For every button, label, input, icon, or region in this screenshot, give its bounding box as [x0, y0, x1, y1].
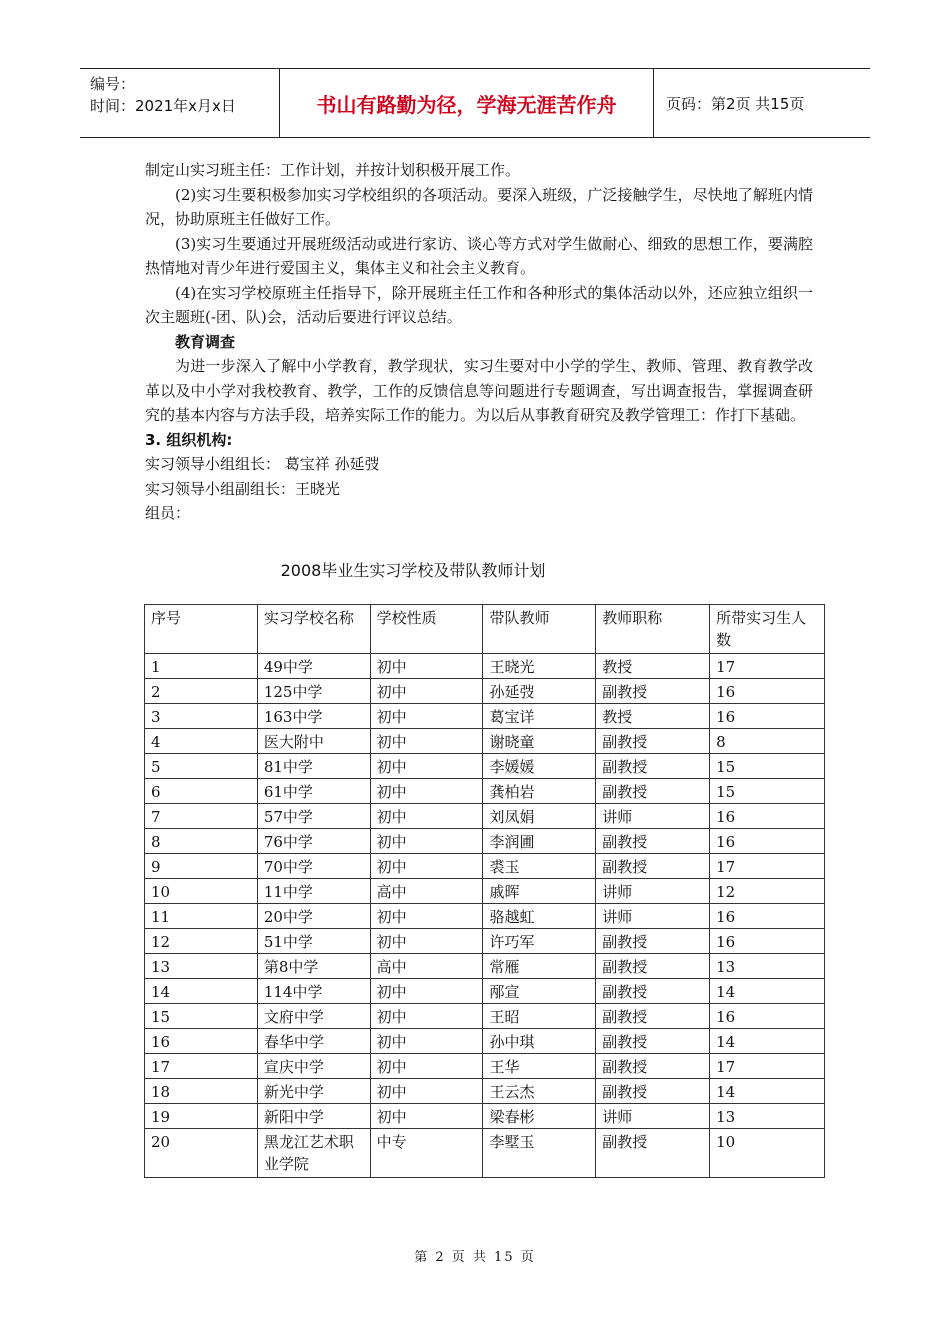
cell-count: 16	[710, 679, 825, 704]
table-row	[145, 1129, 825, 1178]
header-cell: 序号	[145, 605, 258, 654]
cell-title: 讲师	[596, 879, 710, 904]
cell-teacher: 戚晖	[483, 879, 596, 904]
table-row	[145, 1029, 825, 1054]
cell-count: 16	[710, 829, 825, 854]
cell-title: 教授	[596, 654, 710, 679]
cell-teacher: 王晓光	[483, 654, 596, 679]
cell-school: 春华中学	[257, 1029, 370, 1054]
cell-index: 3	[145, 704, 258, 729]
table-row	[145, 854, 825, 879]
table-row	[145, 704, 825, 729]
header-cell: 学校性质	[370, 605, 483, 654]
cell-title: 副教授	[596, 1079, 710, 1104]
survey-paragraph: 为进一步深入了解中小学教育，教学现状，实习生要对中小学的学生、教师、管理、教育教学改革以及中小学对我校教育、教学，工作的反馈信息等问题进行专题调查，写出调查报告，掌握调查研究的基本内容与方法手段，培养实际工作的能力。为以后从事教育研究及教学管理工：作打下基础。	[145, 357, 813, 424]
cell-school: 文府中学	[257, 1004, 370, 1029]
cell-school: 宣庆中学	[257, 1054, 370, 1079]
header-cell: 带队教师	[483, 605, 596, 654]
cell-count: 13	[710, 954, 825, 979]
cell-index: 18	[145, 1079, 258, 1104]
cell-school: 新阳中学	[257, 1104, 370, 1129]
cell-type: 初中	[370, 679, 483, 704]
cell-teacher: 李媛媛	[483, 754, 596, 779]
cell-count: 14	[710, 979, 825, 1004]
cell-count: 8	[710, 729, 825, 754]
header-cell: 实习学校名称	[257, 605, 370, 654]
cell-index: 13	[145, 954, 258, 979]
table-row	[145, 979, 825, 1004]
section-heading: 教育调查	[175, 332, 236, 351]
cell-school: 新光中学	[257, 1079, 370, 1104]
cell-title: 副教授	[596, 854, 710, 879]
cell-title: 副教授	[596, 779, 710, 804]
cell-index: 9	[145, 854, 258, 879]
cell-type: 初中	[370, 1104, 483, 1129]
cell-index: 4	[145, 729, 258, 754]
cell-count: 17	[710, 654, 825, 679]
cell-school: 114中学	[257, 979, 370, 1004]
cell-count: 14	[710, 1029, 825, 1054]
cell-count: 17	[710, 854, 825, 879]
cell-teacher: 王云杰	[483, 1079, 596, 1104]
table-row	[145, 879, 825, 904]
cell-school: 11中学	[257, 879, 370, 904]
table-row	[145, 829, 825, 854]
cell-type: 初中	[370, 829, 483, 854]
cell-title: 教授	[596, 704, 710, 729]
cell-teacher: 龚柏岩	[483, 779, 596, 804]
page-footer: 第 2 页 共 15 页	[414, 1250, 536, 1265]
cell-teacher: 孙中琪	[483, 1029, 596, 1054]
internship-plan-table	[144, 604, 825, 1178]
cell-teacher: 李墅玉	[483, 1129, 596, 1178]
cell-index: 19	[145, 1104, 258, 1129]
document-number-label: 编号：	[90, 75, 136, 93]
header-page-number: 页码：第2页 共15页	[666, 94, 805, 113]
cell-teacher: 邴宣	[483, 979, 596, 1004]
cell-count: 16	[710, 1004, 825, 1029]
cell-teacher: 常雁	[483, 954, 596, 979]
cell-teacher: 葛宝详	[483, 704, 596, 729]
cell-index: 11	[145, 904, 258, 929]
cell-teacher: 刘凤娟	[483, 804, 596, 829]
cell-title: 副教授	[596, 1004, 710, 1029]
table-row	[145, 729, 825, 754]
cell-index: 20	[145, 1129, 258, 1178]
cell-index: 17	[145, 1054, 258, 1079]
header-cell: 教师职称	[596, 605, 710, 654]
cell-count: 16	[710, 929, 825, 954]
cell-count: 10	[710, 1129, 825, 1178]
cell-type: 初中	[370, 1079, 483, 1104]
cell-title: 讲师	[596, 804, 710, 829]
cell-index: 15	[145, 1004, 258, 1029]
cell-type: 初中	[370, 979, 483, 1004]
cell-teacher: 孙延弢	[483, 679, 596, 704]
cell-count: 15	[710, 754, 825, 779]
cell-type: 高中	[370, 879, 483, 904]
header-motto: 书山有路勤为径，学海无涯苦作舟	[280, 69, 654, 137]
table-row	[145, 1004, 825, 1029]
cell-title: 副教授	[596, 1029, 710, 1054]
cell-type: 高中	[370, 954, 483, 979]
members-line: 组员：	[145, 504, 191, 522]
table-row	[145, 679, 825, 704]
cell-index: 1	[145, 654, 258, 679]
header-meta	[80, 69, 280, 137]
table-body	[145, 605, 825, 1178]
table-row	[145, 904, 825, 929]
table-row	[145, 954, 825, 979]
cell-school: 医大附中	[257, 729, 370, 754]
cell-type: 初中	[370, 929, 483, 954]
document-date-label: 时间：2021年x月x日	[90, 97, 236, 115]
cell-title: 副教授	[596, 1129, 710, 1178]
cell-school: 黑龙江艺术职业学院	[257, 1129, 370, 1178]
cell-index: 2	[145, 679, 258, 704]
cell-title: 副教授	[596, 929, 710, 954]
document-body	[145, 158, 813, 526]
cell-count: 12	[710, 879, 825, 904]
cell-count: 14	[710, 1079, 825, 1104]
cell-school: 76中学	[257, 829, 370, 854]
deputy-leader-line: 实习领导小组副组长：王晓光	[145, 479, 341, 498]
cell-index: 7	[145, 804, 258, 829]
org-heading: 3. 组织机构:	[145, 430, 233, 449]
cell-school: 125中学	[257, 679, 370, 704]
cell-school: 57中学	[257, 804, 370, 829]
cell-index: 6	[145, 779, 258, 804]
cell-count: 17	[710, 1054, 825, 1079]
table-title: 2008毕业生实习学校及带队教师计划	[280, 561, 546, 580]
header-cell: 所带实习生人数	[710, 605, 825, 654]
cell-type: 初中	[370, 1054, 483, 1079]
cell-index: 14	[145, 979, 258, 1004]
cell-teacher: 骆越虹	[483, 904, 596, 929]
cell-teacher: 王华	[483, 1054, 596, 1079]
cell-count: 16	[710, 704, 825, 729]
cell-type: 初中	[370, 1029, 483, 1054]
cell-type: 初中	[370, 854, 483, 879]
table-row	[145, 754, 825, 779]
leader-line: 实习领导小组组长： 葛宝祥 孙延弢	[145, 455, 380, 473]
cell-title: 副教授	[596, 954, 710, 979]
cell-type: 初中	[370, 1004, 483, 1029]
cell-title: 副教授	[596, 979, 710, 1004]
cell-school: 第8中学	[257, 954, 370, 979]
cell-count: 13	[710, 1104, 825, 1129]
cell-teacher: 许巧军	[483, 929, 596, 954]
cell-school: 163中学	[257, 704, 370, 729]
cell-index: 12	[145, 929, 258, 954]
table-row	[145, 929, 825, 954]
cell-school: 61中学	[257, 779, 370, 804]
cell-type: 初中	[370, 904, 483, 929]
table-row	[145, 1054, 825, 1079]
cell-type: 初中	[370, 654, 483, 679]
cell-school: 51中学	[257, 929, 370, 954]
cell-index: 16	[145, 1029, 258, 1054]
cell-teacher: 谢晓童	[483, 729, 596, 754]
table-header-row	[145, 605, 825, 654]
table-row	[145, 1104, 825, 1129]
cell-title: 讲师	[596, 904, 710, 929]
cell-title: 副教授	[596, 729, 710, 754]
cell-school: 20中学	[257, 904, 370, 929]
table-row	[145, 654, 825, 679]
cell-type: 中专	[370, 1129, 483, 1178]
cell-teacher: 裘玉	[483, 854, 596, 879]
cell-school: 49中学	[257, 654, 370, 679]
body-paragraph: (3)实习生要通过开展班级活动或进行家访、谈心等方式对学生做耐心、细致的思想工作，要满腔热情地对青少年进行爱国主义，集体主义和社会主义教育。	[145, 234, 813, 277]
cell-count: 16	[710, 804, 825, 829]
table-row	[145, 779, 825, 804]
cell-type: 初中	[370, 779, 483, 804]
cell-title: 副教授	[596, 754, 710, 779]
table-row	[145, 1079, 825, 1104]
body-paragraph: (2)实习生要积极参加实习学校组织的各项活动。要深入班级，广泛接触学生，尽快地了解班内情况，协助原班主任做好工作。	[145, 185, 813, 228]
table-row	[145, 804, 825, 829]
cell-type: 初中	[370, 754, 483, 779]
cell-title: 副教授	[596, 829, 710, 854]
cell-count: 16	[710, 904, 825, 929]
cell-index: 10	[145, 879, 258, 904]
cell-title: 副教授	[596, 1054, 710, 1079]
cell-index: 5	[145, 754, 258, 779]
cell-school: 70中学	[257, 854, 370, 879]
cell-count: 15	[710, 779, 825, 804]
cell-title: 讲师	[596, 1104, 710, 1129]
cell-school: 81中学	[257, 754, 370, 779]
cell-teacher: 李润圃	[483, 829, 596, 854]
page-header	[80, 68, 870, 138]
cell-title: 副教授	[596, 679, 710, 704]
body-paragraph: (4)在实习学校原班主任指导下，除开展班主任工作和各种形式的集体活动以外，还应独立组织一次主题班(-团、队)会，活动后要进行评议总结。	[145, 283, 813, 326]
cell-type: 初中	[370, 804, 483, 829]
cell-type: 初中	[370, 704, 483, 729]
cell-teacher: 王昭	[483, 1004, 596, 1029]
cell-teacher: 梁春彬	[483, 1104, 596, 1129]
body-paragraph: 制定山实习班主任：工作计划，并按计划积极开展工作。	[145, 161, 521, 179]
cell-type: 初中	[370, 729, 483, 754]
cell-index: 8	[145, 829, 258, 854]
